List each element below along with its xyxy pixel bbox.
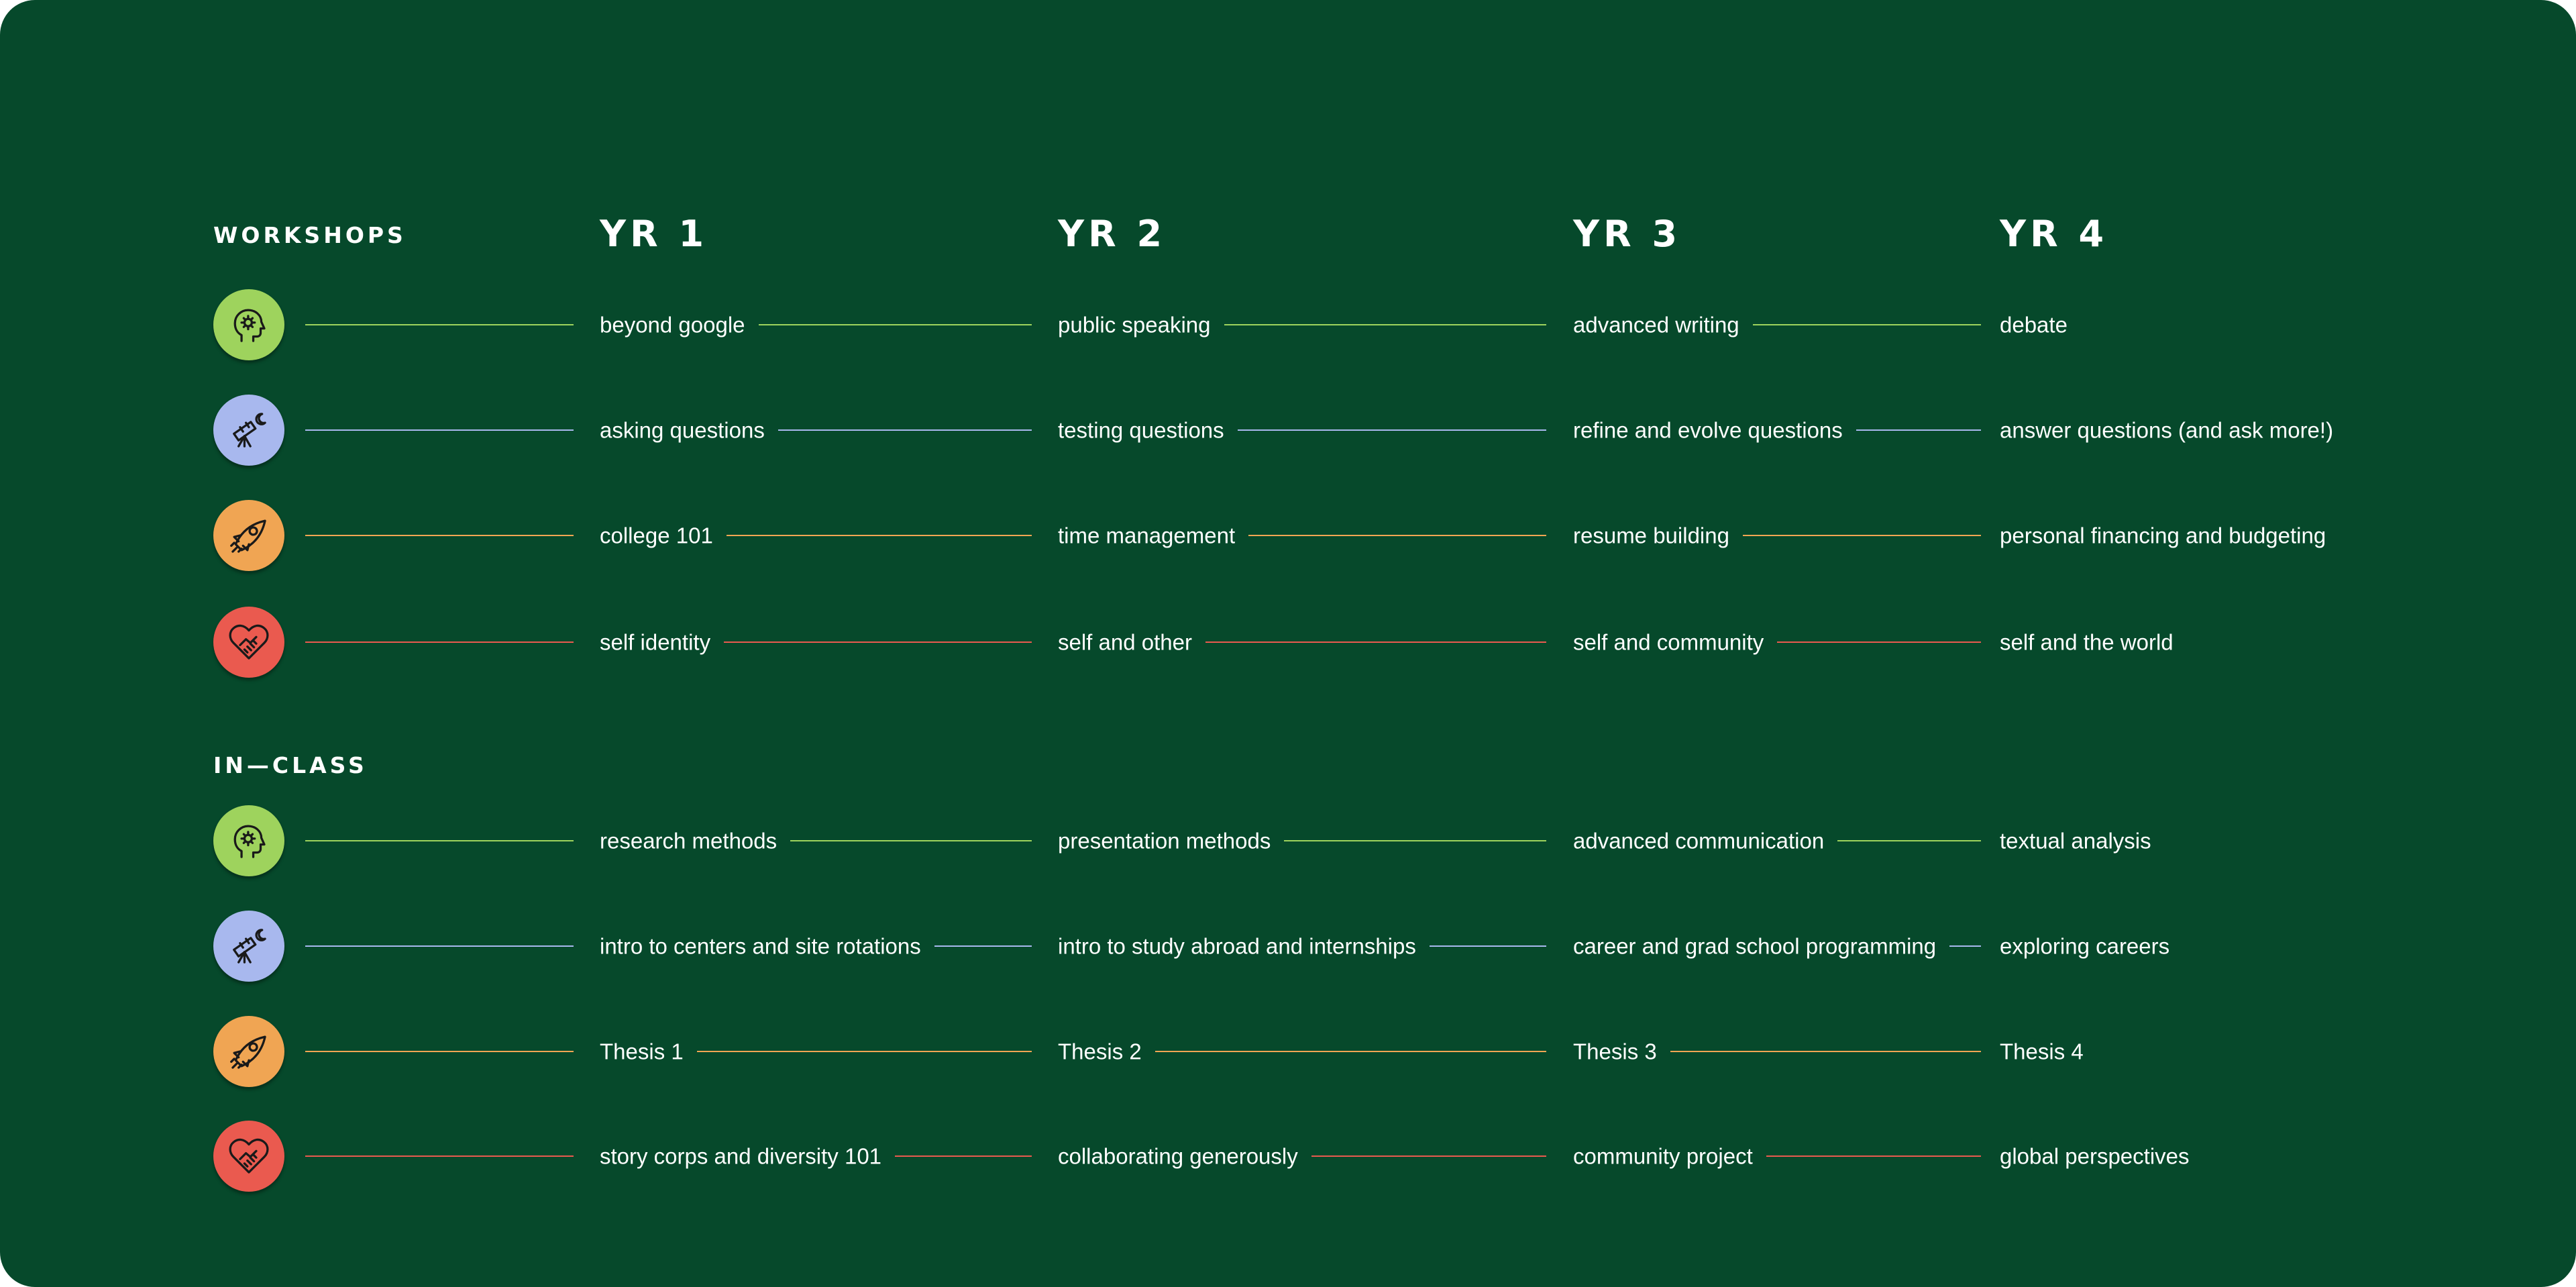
brain-head-icon bbox=[213, 289, 284, 360]
connector-line bbox=[1856, 429, 1981, 431]
workshops-heading: WORKSHOPS bbox=[213, 222, 407, 248]
workshops-cell-yr2: self and other bbox=[1058, 629, 1192, 655]
workshops-cell-yr3: self and community bbox=[1573, 629, 1764, 655]
workshops-cell-yr1: self identity bbox=[600, 629, 711, 655]
inclass-cell-yr1: research methods bbox=[600, 828, 777, 854]
inclass-row bbox=[0, 911, 2576, 984]
workshops-cell-yr4: self and the world bbox=[2000, 629, 2174, 655]
inclass-cell-yr4: textual analysis bbox=[2000, 828, 2151, 854]
heart-handshake-icon bbox=[213, 607, 284, 678]
inclass-cell-yr1: Thesis 1 bbox=[600, 1039, 684, 1064]
connector-line bbox=[727, 535, 1032, 536]
connector-line bbox=[1743, 535, 1981, 536]
inclass-cell-yr2: presentation methods bbox=[1058, 828, 1271, 854]
connector-line bbox=[1248, 535, 1546, 536]
inclass-cell-yr3: advanced communication bbox=[1573, 828, 1825, 854]
workshops-row bbox=[0, 395, 2576, 468]
connector-line bbox=[1670, 1051, 1981, 1052]
connector-line bbox=[1777, 641, 1981, 643]
heart-handshake-icon bbox=[213, 1121, 284, 1192]
workshops-cell-yr3: advanced writing bbox=[1573, 312, 1739, 338]
inclass-row bbox=[0, 1016, 2576, 1090]
year-3-heading: YR 3 bbox=[1573, 213, 1682, 255]
workshops-cell-yr3: refine and evolve questions bbox=[1573, 417, 1843, 443]
inclass-cell-yr3: career and grad school programming bbox=[1573, 933, 1937, 959]
workshops-row bbox=[0, 607, 2576, 680]
connector-line bbox=[305, 1155, 574, 1157]
inclass-row bbox=[0, 805, 2576, 879]
inclass-cell-yr2: intro to study abroad and internships bbox=[1058, 933, 1416, 959]
connector-line bbox=[778, 429, 1032, 431]
workshops-cell-yr1: college 101 bbox=[600, 523, 713, 548]
connector-line bbox=[1311, 1155, 1546, 1157]
connector-line bbox=[305, 945, 574, 947]
connector-line bbox=[305, 641, 574, 643]
inclass-cell-yr4: Thesis 4 bbox=[2000, 1039, 2084, 1064]
connector-line bbox=[1238, 429, 1546, 431]
telescope-icon bbox=[213, 911, 284, 982]
inclass-cell-yr2: Thesis 2 bbox=[1058, 1039, 1142, 1064]
inclass-cell-yr4: exploring careers bbox=[2000, 933, 2170, 959]
connector-line bbox=[1766, 1155, 1981, 1157]
workshops-cell-yr1: asking questions bbox=[600, 417, 765, 443]
connector-line bbox=[1284, 840, 1546, 841]
connector-line bbox=[759, 324, 1032, 325]
connector-line bbox=[305, 429, 574, 431]
connector-line bbox=[895, 1155, 1032, 1157]
workshops-cell-yr2: time management bbox=[1058, 523, 1236, 548]
telescope-icon bbox=[213, 395, 284, 466]
rocket-icon bbox=[213, 500, 284, 571]
rocket-icon bbox=[213, 1016, 284, 1087]
connector-line bbox=[305, 324, 574, 325]
connector-line bbox=[305, 840, 574, 841]
workshops-cell-yr4: answer questions (and ask more!) bbox=[2000, 417, 2334, 443]
connector-line bbox=[1155, 1051, 1546, 1052]
connector-line bbox=[305, 1051, 574, 1052]
workshops-cell-yr2: testing questions bbox=[1058, 417, 1224, 443]
connector-line bbox=[934, 945, 1032, 947]
connector-line bbox=[1224, 324, 1547, 325]
year-1-heading: YR 1 bbox=[600, 213, 708, 255]
connector-line bbox=[1753, 324, 1981, 325]
inclass-cell-yr3: community project bbox=[1573, 1143, 1753, 1169]
workshops-cell-yr1: beyond google bbox=[600, 312, 745, 338]
workshops-row bbox=[0, 500, 2576, 574]
workshops-cell-yr4: debate bbox=[2000, 312, 2068, 338]
inclass-cell-yr2: collaborating generously bbox=[1058, 1143, 1298, 1169]
workshops-cell-yr2: public speaking bbox=[1058, 312, 1211, 338]
workshops-cell-yr3: resume building bbox=[1573, 523, 1729, 548]
connector-line bbox=[1430, 945, 1546, 947]
year-4-heading: YR 4 bbox=[2000, 213, 2108, 255]
connector-line bbox=[697, 1051, 1032, 1052]
connector-line bbox=[1837, 840, 1981, 841]
inclass-cell-yr1: intro to centers and site rotations bbox=[600, 933, 921, 959]
connector-line bbox=[305, 535, 574, 536]
inclass-row bbox=[0, 1121, 2576, 1194]
inclass-cell-yr4: global perspectives bbox=[2000, 1143, 2190, 1169]
inclass-cell-yr1: story corps and diversity 101 bbox=[600, 1143, 882, 1169]
connector-line bbox=[1205, 641, 1546, 643]
connector-line bbox=[1949, 945, 1981, 947]
connector-line bbox=[790, 840, 1032, 841]
year-2-heading: YR 2 bbox=[1058, 213, 1167, 255]
inclass-heading: IN—CLASS bbox=[213, 752, 368, 778]
brain-head-icon bbox=[213, 805, 284, 876]
inclass-cell-yr3: Thesis 3 bbox=[1573, 1039, 1657, 1064]
connector-line bbox=[724, 641, 1032, 643]
workshops-cell-yr4: personal financing and budgeting bbox=[2000, 523, 2326, 548]
workshops-row bbox=[0, 289, 2576, 363]
